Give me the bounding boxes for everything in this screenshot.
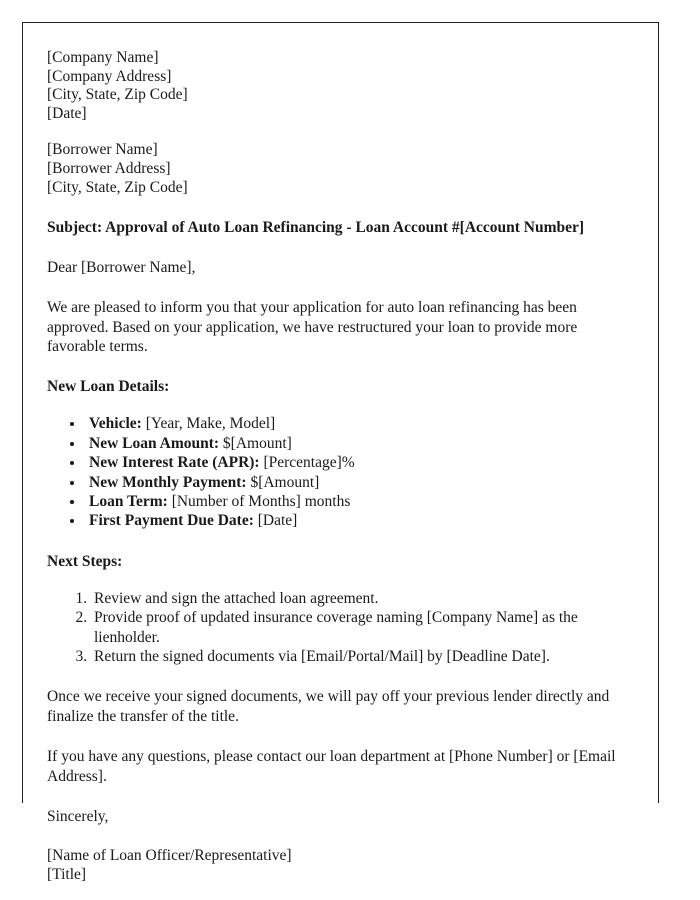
- letterhead-block: [47, 49, 630, 123]
- spacer-before-steps-list: [47, 571, 630, 589]
- recipient-line-borrower-name: [Borrower Name]: [47, 141, 158, 159]
- closing-word: Sincerely,: [47, 808, 109, 826]
- loan-details-list: [47, 414, 630, 530]
- spacer-after-details-list: [47, 531, 630, 552]
- detail-value-loan-term: [Number of Months] months: [171, 493, 351, 510]
- spacer-after-salutation: [47, 277, 630, 298]
- detail-label-first-payment-due: First Payment Due Date:: [89, 512, 254, 530]
- signature-line-name: [Name of Loan Officer/Representative]: [47, 847, 292, 865]
- detail-value-interest-rate: [Percentage]%: [263, 454, 355, 472]
- spacer-before-signature: [47, 826, 630, 847]
- spacer-after-intro: [47, 356, 630, 377]
- list-item: [85, 511, 630, 530]
- spacer-after-recipient: [47, 197, 630, 218]
- closing-paragraph-2: If you have any questions, please contact our loan department at [Phone Number] or [Email Address].: [47, 748, 616, 785]
- spacer-between-closing-paragraphs: [47, 726, 630, 747]
- detail-label-vehicle: Vehicle:: [89, 415, 142, 433]
- detail-value-first-payment-due: [Date]: [257, 512, 298, 530]
- document-page: [22, 22, 659, 884]
- list-item: [85, 473, 630, 492]
- signature-line-title: [Title]: [47, 866, 87, 884]
- list-item: [85, 434, 630, 453]
- closing-paragraph-1: Once we receive your signed documents, we will pay off your previous lender directly and finalize the transfer of the title.: [47, 688, 610, 725]
- detail-value-new-loan-amount: $[Amount]: [222, 434, 292, 452]
- intro-paragraph: We are pleased to inform you that your application for auto loan refinancing has been approved. Based on your application, we have restructured your loan to provide more favorable terms.: [47, 299, 578, 355]
- signature-block: [47, 847, 630, 884]
- next-steps-list: [47, 589, 630, 667]
- spacer-before-details-list: [47, 396, 630, 414]
- detail-label-monthly-payment: New Monthly Payment:: [89, 473, 247, 491]
- spacer-after-letterhead: [47, 123, 630, 141]
- detail-label-interest-rate: New Interest Rate (APR):: [89, 454, 260, 472]
- list-item: 1. Review and sign the attached loan agreement.: [91, 589, 630, 608]
- letter-body: [47, 49, 630, 885]
- letterhead-line-date: [Date]: [47, 104, 87, 122]
- list-item: [85, 492, 630, 511]
- detail-label-loan-term: Loan Term:: [89, 493, 168, 510]
- detail-label-new-loan-amount: New Loan Amount:: [89, 434, 220, 452]
- letterhead-line-company-address: [Company Address]: [47, 67, 172, 85]
- next-steps-heading: Next Steps:: [47, 552, 123, 570]
- recipient-line-borrower-address: [Borrower Address]: [47, 159, 171, 177]
- loan-details-heading: New Loan Details:: [47, 378, 170, 396]
- spacer-after-subject: [47, 237, 630, 258]
- letterhead-line-city-state-zip: [City, State, Zip Code]: [47, 86, 188, 104]
- detail-value-monthly-payment: $[Amount]: [250, 473, 320, 491]
- list-item: 2. Provide proof of updated insurance coverage naming [Company Name] as the lienholder.: [91, 608, 630, 647]
- list-item: [85, 414, 630, 433]
- letterhead-line-company-name: [Company Name]: [47, 49, 159, 66]
- recipient-line-city-state-zip: [City, State, Zip Code]: [47, 178, 188, 196]
- recipient-block: [47, 141, 630, 197]
- salutation: Dear [Borrower Name],: [47, 259, 196, 277]
- spacer-after-steps-list: [47, 666, 630, 687]
- list-item: [85, 453, 630, 472]
- detail-value-vehicle: [Year, Make, Model]: [145, 415, 276, 433]
- subject-line: Subject: Approval of Auto Loan Refinancing - Loan Account #[Account Number]: [47, 219, 585, 237]
- list-item: 3. Return the signed documents via [Email/Portal/Mail] by [Deadline Date].: [91, 647, 630, 666]
- spacer-before-closing-word: [47, 786, 630, 807]
